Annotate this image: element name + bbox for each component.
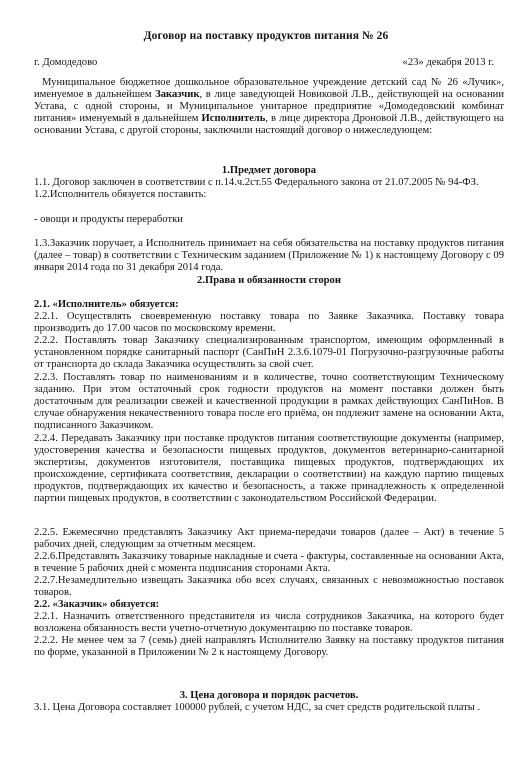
section-3-heading: 3. Цена договора и порядок расчетов. <box>179 690 359 701</box>
clause-3-1: 3.1. Цена Договора составляет 100000 рублей, с учетом НДС, за счет средств родительской платы . <box>34 702 481 713</box>
city-label: г. Домодедово <box>34 57 98 68</box>
clause-2-2-7: 2.2.7.Незамедлительно извещать Заказчика обо всех случаях, связанных с невозможностью поставок товаров. <box>34 575 504 599</box>
preamble-contractor: Исполнитель <box>201 113 266 125</box>
clause-1-1: 1.1. Договор заключен в соответствии с п.14.ч.2ст.55 Федерального закона от 21.07.2005 № 94-ФЗ. <box>34 177 479 188</box>
clause-2-2-2-1: 2.2.1. Назначить ответственного представителя из числа сотрудников Заказчика, на которого будет возложена обязанность вести учетно-отчетную документацию по поставке товаров. <box>34 611 504 635</box>
section-1-heading: 1.Предмет договора <box>221 165 317 176</box>
preamble-text-a: Муниципальное бюджетное дошкольное образовательное учреждение детский сад № 26 «Лучик», именуемое в дальнейшем <box>34 77 504 101</box>
clause-2-2-5: 2.2.5. Ежемесячно представлять Заказчику Акт приема-передачи товаров (далее – Акт) в течение 5 рабочих дней, следующим за отчетным месяцем. <box>34 527 504 551</box>
preamble-text-b: , в лице заведующей Новиковой Л.В., действующей на основании Устава, с одной стороны, и Муниципальное унитарное предприятие «Домодедовский комбинат питания» именуемый в дальнейшем <box>34 89 504 125</box>
clause-2-2-6: 2.2.6.Представлять Заказчику товарные накладные и счета - фактуры, составленные на основании Акта, в течение 5 рабочих дней с момента подписания сторонами Акта. <box>34 551 504 575</box>
clause-1-2-item: - овощи и продукты переработки <box>34 214 183 225</box>
clause-2-2-2: 2.2.2. Поставлять товар Заказчику специализированным транспортом, имеющим оформленный в установленном порядке санитарный паспорт (СанПиН 2.3.6.1079-01 Погрузочно-разгрузочные работы от транспорта до склада Заказчика осуществлять за свой счет. <box>34 335 504 371</box>
clause-2-2-2-2: 2.2.2. Не менее чем за 7 (семь) дней направлять Исполнителю Заявку на поставку продуктов питания по форме, указанной в Приложении № 2 к настоящему Договору. <box>34 635 504 659</box>
clause-2-2-4: 2.2.4. Передавать Заказчику при поставке продуктов питания соответствующие документы (например, удостоверения качества и безопасности пищевых продуктов, документов ветеринарно-санитарной экспертизы, документов изготовителя, поставщика пищевых продуктов, подтверждающих их происхождение, сертификата соответствия, декларации о соответствии) на каждую партию пищевых продуктов, подтверждающих их качество и безопасность, а также принадлежность к определенной партии пищевых продуктов, в соответствии с законодательством Российской Федерации. <box>34 433 504 505</box>
preamble-text-c: , в лице директора Дроновой Л.В., действующего на основании Устава, с другой стороны, заключили настоящий договор о нижеследующем: <box>34 113 504 137</box>
section-2-2-heading: 2.2. «Заказчик» обязуется: <box>34 599 160 610</box>
clause-2-2-1: 2.2.1. Осуществлять своевременную поставку товара по Заявке Заказчика. Поставку товара производить до 17.00 часов по московскому времени. <box>34 311 504 335</box>
clause-1-3: 1.3.Заказчик поручает, а Исполнитель принимает на себя обязательства на поставку продуктов питания (далее – товар) в соответствии с Техническим заданием (Приложение № 1) к настоящему Договору с 09 января 2014 года по 31 декабря 2014 года. <box>34 238 504 274</box>
preamble <box>34 77 504 137</box>
section-2-1-heading: 2.1. «Исполнитель» обязуется: <box>34 299 179 310</box>
document-title: Договор на поставку продуктов питания № 26 <box>143 30 389 42</box>
date-label: «23» декабря 2013 г. <box>402 57 494 68</box>
preamble-customer: Заказчик <box>155 89 200 101</box>
clause-1-2: 1.2.Исполнитель обязуется поставить: <box>34 189 207 200</box>
section-2-heading: 2.Права и обязанности сторон <box>197 275 341 286</box>
clause-2-2-3: 2.2.3. Поставлять товар по наименованиям и в количестве, точно соответствующим Техническому заданию. При этом остаточный срок годности продуктов на момент поставки должен быть достаточным для реализации свежей и качественной продукции в рамках действующих СанПиНов. В случае обнаружения некачественного товара после его приёма, он подлежит замене на основании Акта, подписанного Заказчиком. <box>34 372 504 432</box>
